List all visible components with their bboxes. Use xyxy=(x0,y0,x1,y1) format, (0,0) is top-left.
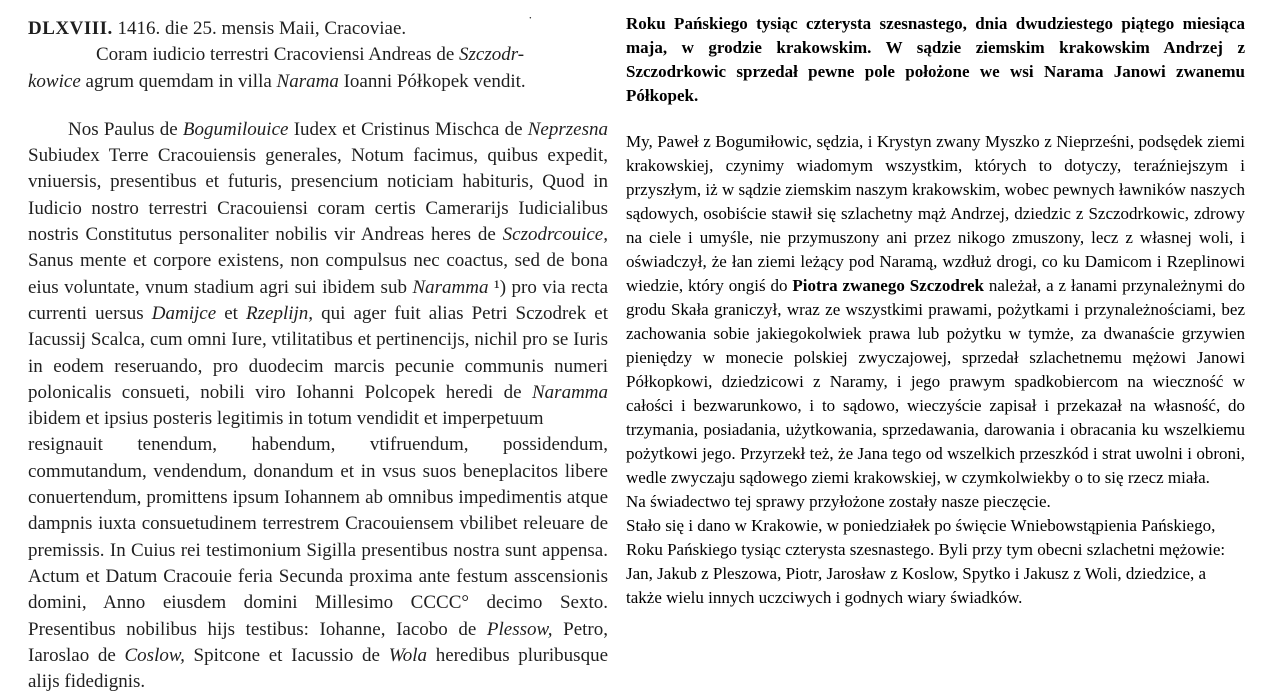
translation-seal-line: Na świadectwo tej sprawy przyłożone zostały nasze pieczęcie. xyxy=(626,492,1051,511)
translation-paragraph xyxy=(626,130,1245,490)
summary-place: kowice xyxy=(28,70,81,92)
body-place: Naramma xyxy=(412,276,489,298)
body-text: heredibus pluribusque alijs fidedignis. xyxy=(28,644,609,693)
summary-place: Narama xyxy=(276,70,339,92)
translation-title: Roku Pańskiego tysiąc czterysta szesnastego, dnia dwudziestego piątego miesiąca maja, w grodzie krakowskim. W sądzie ziemskim krakowskim Andrzej z Szczodrkowic sprzedał pewne pole położone we wsi Narama Janowi zwanemu Półkopek. xyxy=(626,14,1245,105)
body-text: Sanus mente et corpore existens, non compulsus nec coactus, sed de bona eius voluntate, vnum stadium agri sui ibidem sub xyxy=(28,250,608,298)
document-number: DLXVIII. xyxy=(28,18,113,39)
summary-text: Ioanni Półkopek vendit. xyxy=(343,70,526,92)
body-text: Iudex et Cristinus Mischca de xyxy=(293,118,523,140)
body-place: Rzeplijn, xyxy=(246,302,314,324)
latin-summary xyxy=(96,42,608,68)
latin-body-continued xyxy=(28,432,608,695)
body-text: Subiudex Terre Cracouiensis generales, Notum facimus, quibus expedit, vniuersis, presentibus et futuris, presencium noticiam habituris, Quod in Iudicio nostro terrestri Cracouiensi coram certis Camerarijs Iudicialibus nostris Constitutus personaliter nobilis vir Andreas heres de xyxy=(28,145,608,246)
latin-summary-continued xyxy=(28,69,608,95)
body-text: Nos Paulus de xyxy=(68,118,178,140)
translation-closing: Stało się i dano w Krakowie, w poniedziałek po święcie Wniebowstąpienia Pańskiego, Roku Pańskiego tysiąc czterysta szesnastego. Byli przy tym obecni szlachetni mężowie: Jan, Jakub z Pleszowa, Piotr, Jarosław z Koslow, Spytko i Jakusz z Woli, dziedzice, a także wielu innych uczciwych i godnych wiary świadków. xyxy=(626,516,1226,607)
latin-scan-column xyxy=(28,15,609,693)
polish-translation-column xyxy=(626,12,1245,672)
scan-mark: ˙ xyxy=(528,15,533,30)
document-date: 1416. die 25. mensis Maii, Cracoviae. xyxy=(117,18,407,39)
summary-place: Szczodr- xyxy=(459,44,525,66)
body-place: Damijce xyxy=(151,302,217,324)
body-text: qui ager fuit alias Petri Sczodrek et Iacussij Scalca, cum omni Iure, vtilitatibus et pertinencijs, nichil pro se Iuris in eodem reseruando, pro duodecim marcis pecunie communis numeri polonicalis consueti, nobili viro Iohanni Polcopek heredi de xyxy=(28,302,609,403)
body-place: Coslow, xyxy=(124,644,185,666)
summary-text: Coram iudicio terrestri Cracoviensi Andreas de xyxy=(96,44,455,66)
summary-text: agrum quemdam in villa xyxy=(85,70,272,92)
latin-heading xyxy=(28,16,608,42)
body-place: Wola xyxy=(388,644,428,666)
body-place: Naramma xyxy=(532,381,609,403)
latin-body xyxy=(28,117,608,433)
body-text: ibidem et ipsius posteris legitimis in totum vendidit et imperpetuum xyxy=(28,408,544,430)
body-text: Spitcone et Iacussio de xyxy=(193,644,380,666)
body-text: ¹) pro via recta currenti uersus xyxy=(28,276,608,324)
paragraph-text: należał, a z łanami przynależnymi do grodu Skała graniczył, wraz ze wszystkimi prawami, pożytkami i przynależnościami, bez zachowania sobie jakiegokolwiek prawa lub pożytku w tymże, za dwanaście grzywien pieniędzy w monecie polskiej zwyczajowej, sprzedał szlachetnemu mężowi Janowi Półkopkowi, dziedzicowi z Naramy, i jego prawym spadkobiercom na wieczność w całości i bezwarunkowo, i to sądowo, wieczyście zapisał i przekazał na własność, do trzymania, posiadania, użytkowania, sprzedawania, darowania i obracania ku wszelkiemu pożytkowi jego. Przyrzekł też, że Jana tego od wszelkich przeszkód i strat uwolni i obroni, wedle zwyczaju sądowego ziemi krakowskiej, w czymkolwiekby o to się rzecz miała. xyxy=(626,276,1246,487)
body-place: Bogumilouice xyxy=(182,118,289,140)
body-place: Sczodrcouice, xyxy=(502,224,608,246)
body-text: et xyxy=(224,302,238,324)
body-place: Neprzesna xyxy=(527,118,608,140)
paragraph-text: My, Paweł z Bogumiłowic, sędzia, i Krystyn zwany Myszko z Nieprześni, podsędek ziemi krakowskiej, czynimy wiadomym wszystkim, których to dotyczy, teraźniejszym i przyszłym, iż w sądzie ziemskim naszym krakowskim, wobec pewnych ławników naszych sądowych, osobiście stawił się szlachetny mąż Andrzej, dziedzic z Szczodrkowic, zdrowy na ciele i umyśle, nie przymuszony ani przez nikogo zmuszony, lecz z własnej woli, i oświadczył, że łan ziemi leżący pod Naramą, wzdłuż drogi, co ku Damicom i Rzeplinowi wiedzie, który ongiś do xyxy=(626,132,1245,295)
body-text: resignauit tenendum, habendum, vtifruendum, possidendum, commutandum, vendendum, donandum et in vsus suos beneplacitos libere conuertendum, promittens ipsum Iohannem ab omnibus impedimentis atque dampnis iuxta consuetudinem terrestrem Cracouiensem vbilibet releuare de premissis. In Cuius rei testimonium Sigilla presentibus nostra sunt appensa. Actum et Datum Cracouie feria Secunda proxima ante festum asscensionis domini, Anno eiusdem domini Millesimo CCCC° decimo Sexto. Presentibus nobilibus hijs testibus: Iohanne, Iacobo de xyxy=(28,434,608,640)
body-place: Plessow, xyxy=(486,618,553,640)
body-text: Petro, Iaroslao de xyxy=(28,618,609,666)
highlighted-name: Piotra zwanego Szczodrek xyxy=(792,276,985,295)
